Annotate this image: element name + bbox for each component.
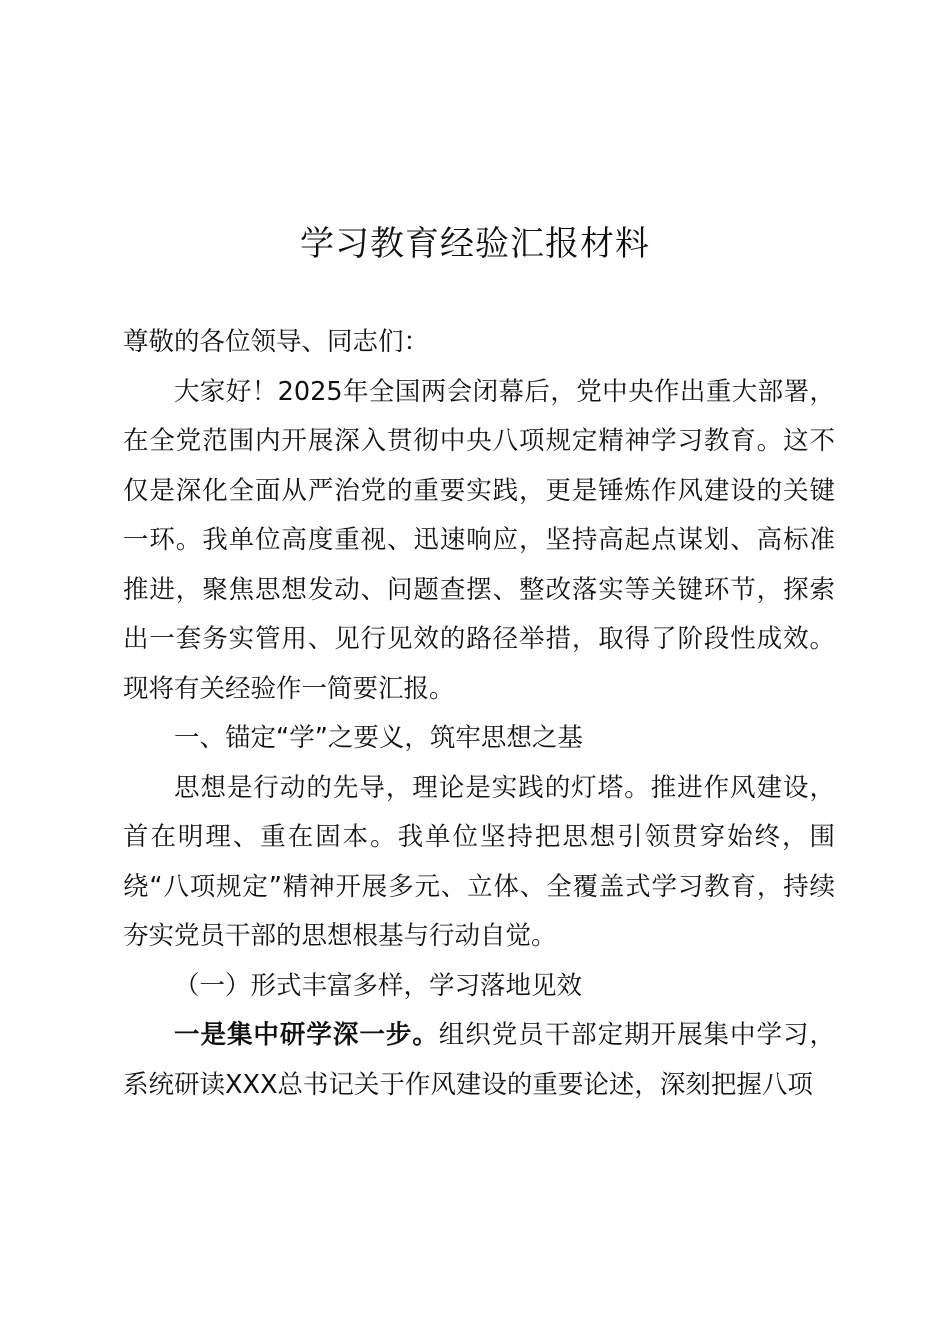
salutation: 尊敬的各位领导、同志们： <box>123 327 430 357</box>
subsection-heading-1: （一）形式丰富多样，学习落地见效 <box>174 970 583 1001</box>
paragraph-point-1 <box>123 1011 835 1110</box>
document-title: 学习教育经验汇报材料 <box>300 224 650 264</box>
point-1-lead: 一是集中研学深一步。 <box>174 1020 439 1050</box>
document-body <box>123 318 835 1110</box>
paragraph-intro: 大家好！2025年全国两会闭幕后，党中央作出重大部署，在全党范围内开展深入贯彻中央八项规定精神学习教育。这不仅是深化全面从严治党的重要实践，更是锤炼作风建设的关键一环。我单位高度重视、迅速响应，坚持高起点谋划、高标准推进，聚焦思想发动、问题查摆、整改落实等关键环节，探索出一套务实管用、见行见效的路径举措，取得了阶段性成效。现将有关经验作一简要汇报。 <box>123 376 835 704</box>
paragraph-section-1: 思想是行动的先导，理论是实践的灯塔。推进作风建设，首在明理、重在固本。我单位坚持把思想引领贯穿始终，围绕“八项规定”精神开展多元、立体、全覆盖式学习教育，持续夯实党员干部的思想根基与行动自觉。 <box>123 772 835 951</box>
section-heading-1: 一、锚定“学”之要义，筑牢思想之基 <box>174 723 583 753</box>
point-1-text: 组织党员干部定期开展集中学习，系统研读XXX总书记关于作风建设的重要论述，深刻把握八项 <box>123 1020 835 1100</box>
